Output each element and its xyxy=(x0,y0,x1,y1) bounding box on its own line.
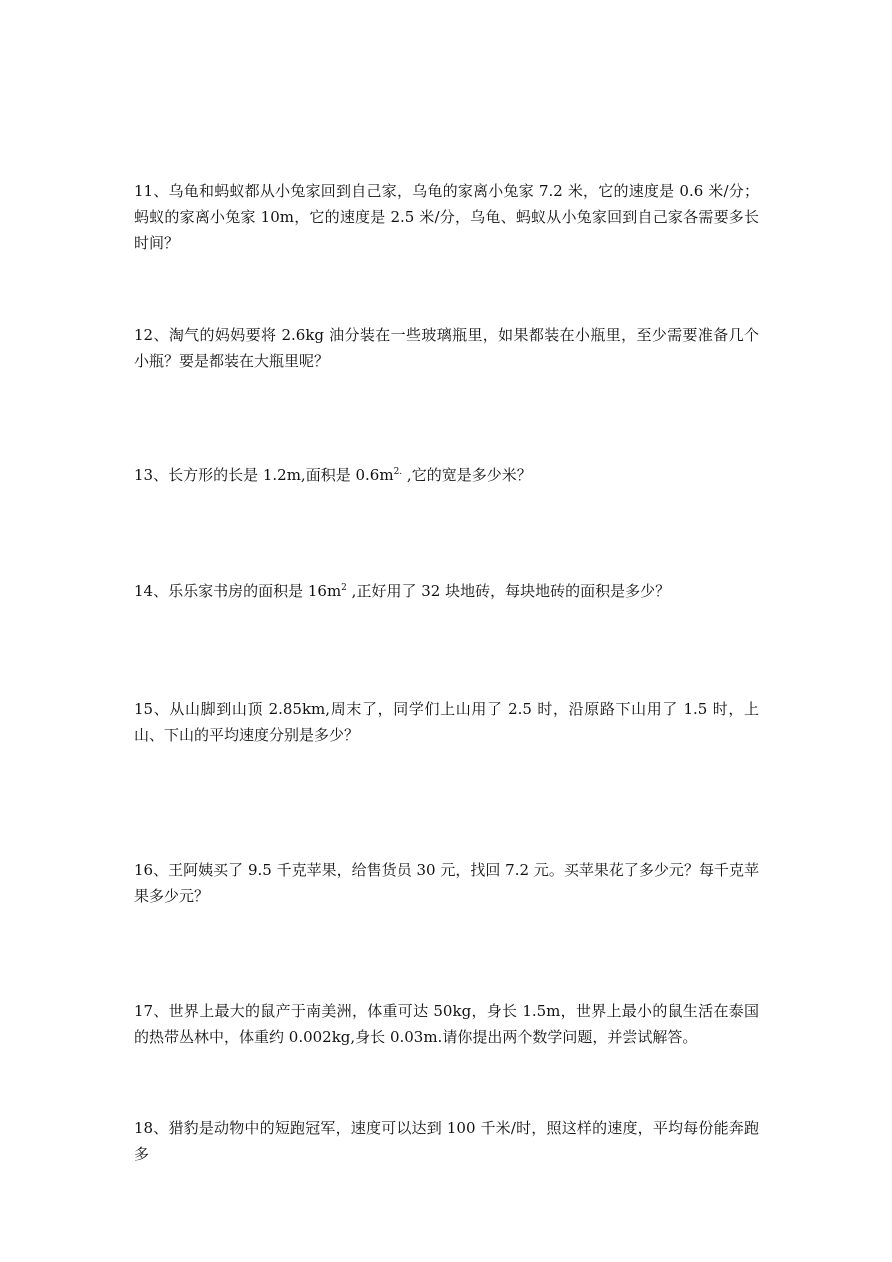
area-unit-superscript: 2. xyxy=(393,467,403,477)
question-13-text-end: ,它的宽是多少米？ xyxy=(402,466,532,484)
question-14-text: 14、乐乐家书房的面积是 16m xyxy=(134,582,342,600)
question-18: 18、猎豹是动物中的短跑冠军，速度可以达到 100 千米/时，照这样的速度，平均每份能奔跑多 xyxy=(134,1119,759,1163)
question-17: 17、世界上最大的鼠产于南美洲，体重可达 50kg，身长 1.5m，世界上最小的鼠生活在泰国的热带丛林中，体重约 0.002kg,身长 0.03m.请你提出两个数学问题，并尝试解答。 xyxy=(134,1002,759,1046)
question-13 xyxy=(134,462,759,488)
question-12: 12、淘气的妈妈要将 2.6kg 油分装在一些玻璃瓶里，如果都装在小瓶里，至少需要准备几个小瓶？要是都装在大瓶里呢？ xyxy=(134,326,759,370)
question-14-text-end: ,正好用了 32 块地砖，每块地砖的面积是多少？ xyxy=(346,582,671,600)
area-unit-superscript: 2 xyxy=(341,583,347,593)
question-15: 15、从山脚到山顶 2.85km,周末了，同学们上山用了 2.5 时，沿原路下山用了 1.5 时，上山、下山的平均速度分别是多少？ xyxy=(134,700,759,744)
question-11: 11、乌龟和蚂蚁都从小兔家回到自己家，乌龟的家离小兔家 7.2 米，它的速度是 0.6 米/分；蚂蚁的家离小兔家 10m，它的速度是 2.5 米/分，乌龟、蚂蚁从小兔家回到自己家各需要多长时间？ xyxy=(134,182,759,252)
question-14 xyxy=(134,578,759,604)
question-13-text: 13、长方形的长是 1.2m,面积是 0.6m xyxy=(134,466,394,484)
question-16: 16、王阿姨买了 9.5 千克苹果，给售货员 30 元，找回 7.2 元。买苹果花了多少元？每千克苹果多少元？ xyxy=(134,861,759,905)
